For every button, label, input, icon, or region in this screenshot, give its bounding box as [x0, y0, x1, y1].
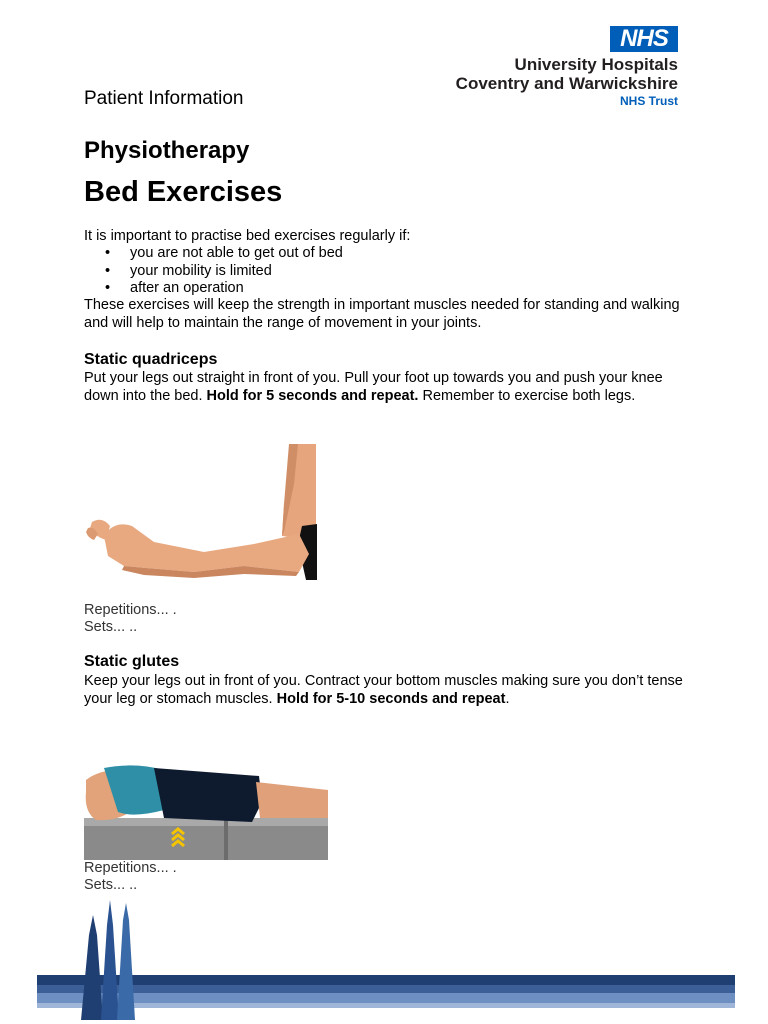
static-glutes-text	[84, 673, 694, 708]
trust-name-line3: NHS Trust	[619, 94, 678, 108]
trust-name-line2: Coventry and Warwickshire	[455, 74, 678, 93]
static-quadriceps-heading: Static quadriceps	[84, 351, 218, 368]
intro-bullet-list	[84, 245, 343, 298]
static-quadriceps-record	[84, 602, 177, 636]
static-quadriceps-hold-instruction: Hold for 5 seconds and repeat.	[206, 387, 419, 404]
repetitions-label: Repetitions... .	[84, 602, 177, 618]
sets-label: Sets... ..	[84, 619, 138, 635]
static-glutes-text-a: Keep your legs out in front of you. Contract your bottom muscles making sure you don’t tense your leg or stomach muscles.	[84, 673, 683, 707]
intro-paragraph: These exercises will keep the strength in important muscles needed for standing and walking and will help to maintain the range of movement in your joints.	[84, 297, 680, 331]
static-glutes-record	[84, 860, 177, 894]
static-glutes-hold-instruction: Hold for 5-10 seconds and repeat	[276, 690, 506, 707]
static-glutes-text-b: .	[505, 690, 510, 707]
nhs-logo: NHS	[610, 26, 678, 52]
list-item: • you are not able to get out of bed	[84, 245, 343, 263]
list-item: • your mobility is limited	[84, 263, 343, 281]
patient-information-label: Patient Information	[84, 88, 244, 109]
list-item: • after an operation	[84, 280, 343, 298]
static-quadriceps-text-a: Put your legs out straight in front of you. Pull your foot up towards you and push your knee down into the bed.	[84, 370, 663, 404]
trust-name-line1: University Hospitals	[514, 55, 678, 74]
static-quadriceps-image	[84, 444, 317, 581]
static-quadriceps-text	[84, 370, 684, 405]
static-glutes-image	[84, 762, 328, 860]
department-title: Physiotherapy	[84, 137, 250, 164]
static-quadriceps-text-b: Remember to exercise both legs.	[418, 387, 636, 404]
sets-label: Sets... ..	[84, 877, 138, 893]
static-glutes-heading: Static glutes	[84, 653, 180, 670]
page-title: Bed Exercises	[84, 176, 283, 208]
repetitions-label: Repetitions... .	[84, 860, 177, 876]
footer-cathedral-spires-banner	[37, 895, 735, 1020]
intro-lead: It is important to practise bed exercises regularly if:	[84, 228, 411, 244]
